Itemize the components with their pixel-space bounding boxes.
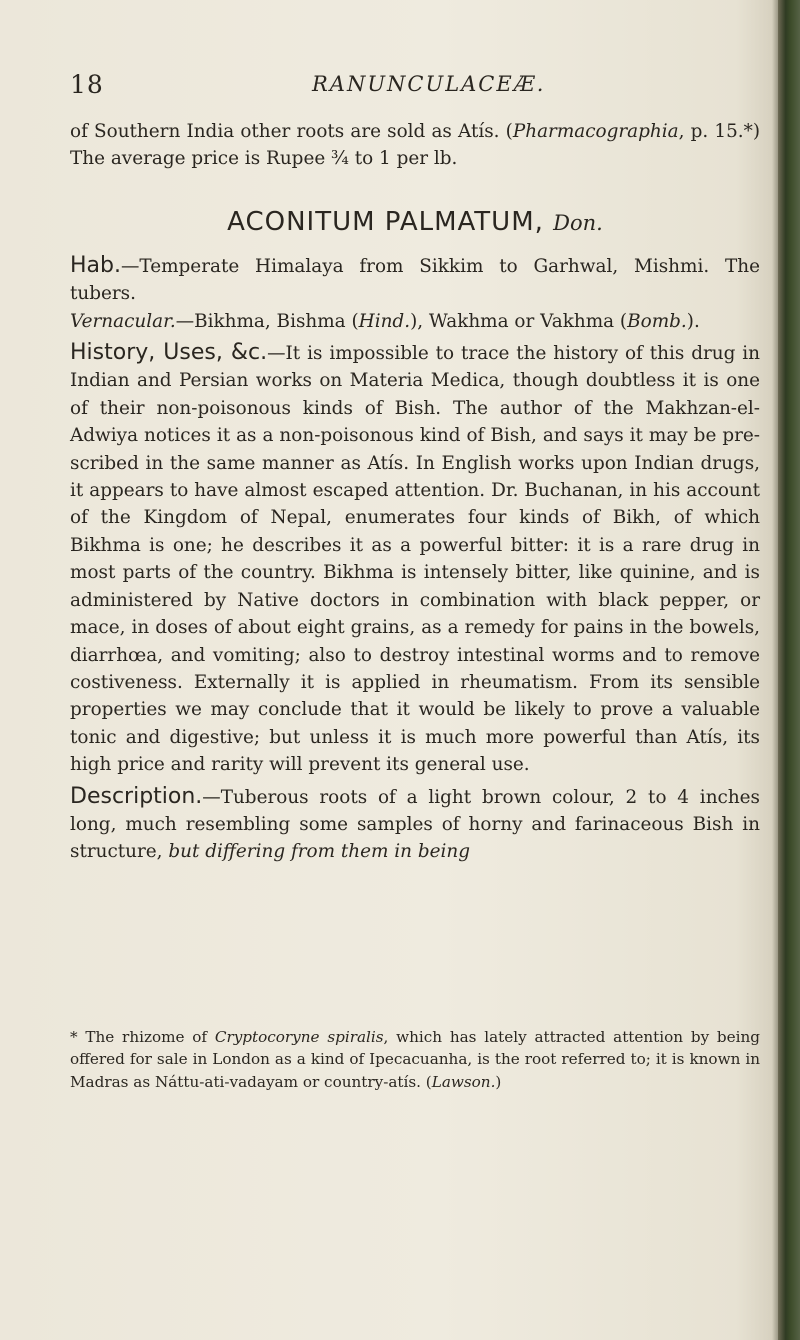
- footnote: [70, 1026, 760, 1093]
- intro-citation: Pharmacographia: [512, 121, 679, 142]
- vernacular-paragraph: [70, 308, 760, 335]
- footnote-species: Cryptocoryne spiralis: [214, 1028, 384, 1046]
- species-author: Don.: [553, 210, 603, 235]
- habitat-label: Hab.: [70, 252, 121, 278]
- page-header: [70, 70, 760, 110]
- intro-text-2: , p. 15.*) The average price is Rupee ¾ to 1 per lb.: [70, 121, 760, 170]
- habitat-text: —Temperate Himalaya from Sikkim to Garhwal, Mishmi. The tubers.: [70, 255, 760, 305]
- vernacular-text-1: —Bikhma, Bishma (: [175, 310, 359, 332]
- page-body: [70, 118, 760, 866]
- vernacular-text-3: ).: [686, 310, 700, 332]
- intro-text-1: of Southern India other roots are sold as Atís. (: [70, 121, 513, 142]
- page-number: 18: [70, 70, 104, 99]
- species-name: ACONITUM PALMATUM,: [227, 206, 544, 237]
- book-edge: [778, 0, 800, 1340]
- intro-paragraph: [70, 118, 760, 173]
- vernacular-hind: Hind.: [358, 310, 411, 332]
- footnote-text-2: , which has lately attracted attention by being offered for sale in London as a kind of Ipecacuanha, is the root referred to; it is known in Madras as Náttu-ati-vadayam or country-atís. (: [70, 1028, 760, 1091]
- footnote-text-3: ): [495, 1072, 502, 1091]
- history-text: —It is impossible to trace the history of this drug in Indian and Persian works on Materia Medica, though doubtless it is one of their non-poisonous kinds of Bish. The author of the Makhzan-el-Adwiya notices it as a non-poisonous kind of Bish, and says it may be prescribed in the same manner as Atís. In English works upon Indian drugs, it appears to have almost escaped attention. Dr. Buchanan, in his account of the Kingdom of Nepal, enumerates four kinds of Bikh, of which Bikhma is one; he describes it as a powerful bitter: it is a rare drug in most parts of the country. Bikhma is intensely bitter, like quinine, and is administered by Native doctors in combination with black pepper, or mace, in doses of about eight grains, as a remedy for pains in the bowels, diarrhœa, and vomiting; also to destroy intestinal worms and to remove costiveness. Externally it is applied in rheumatism. From its sensible properties we may conclude that it would be likely to prove a valuable tonic and digestive; but unless it is much more powerful than Atís, its high price and rarity will prevent its general use.: [70, 343, 761, 776]
- description-label: Description.: [70, 783, 203, 809]
- habitat-paragraph: [70, 252, 760, 308]
- description-text: —Tuberous roots of a light brown colour, 2 to 4 inches long, much resembling some samples of horny and farinaceous Bish in structure,: [70, 786, 760, 863]
- vernacular-label: Vernacular.: [70, 310, 176, 332]
- description-italic-tail: but differing from them in being: [168, 841, 471, 863]
- footnote-source: Lawson.: [431, 1072, 496, 1091]
- species-heading: [70, 207, 760, 238]
- running-head: RANUNCULACEÆ.: [312, 72, 546, 96]
- vernacular-text-2: ), Wakhma or Vakhma (: [410, 310, 628, 332]
- footnote-paragraph: [70, 1026, 760, 1093]
- history-paragraph: [70, 339, 760, 779]
- footnote-text-1: * The rhizome of: [70, 1028, 208, 1046]
- description-paragraph: [70, 783, 760, 866]
- vernacular-bomb: Bomb.: [627, 310, 687, 332]
- history-label: History, Uses, &c.: [70, 340, 268, 366]
